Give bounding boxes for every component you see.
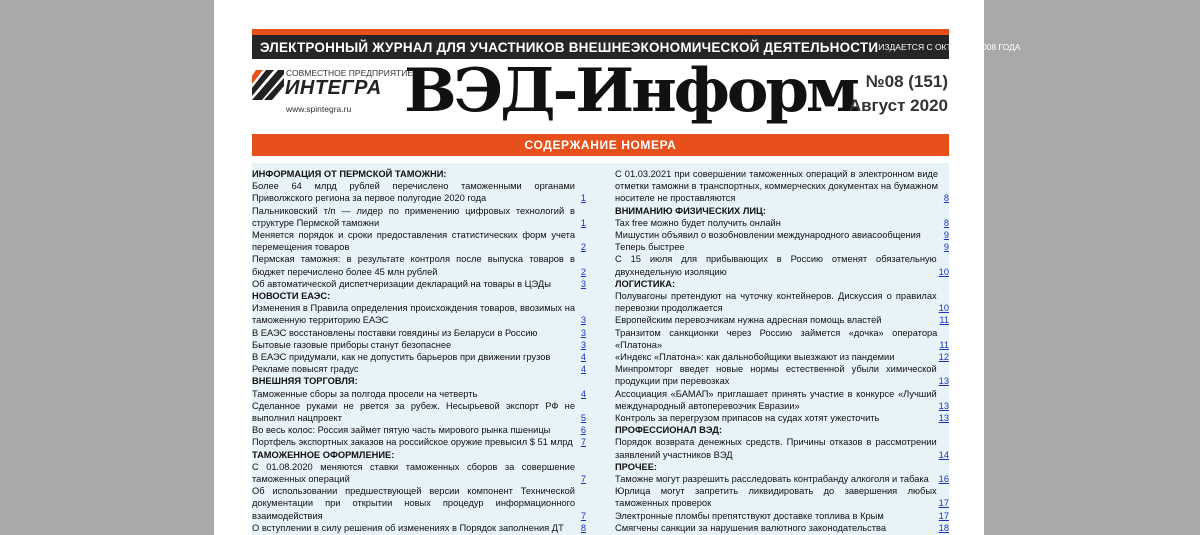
toc-entry-title: С 15 июля для прибывающих в Россию отменят обязательную двухнедельную изоляцию — [615, 254, 937, 277]
toc-entry[interactable] — [615, 229, 949, 241]
toc-page-link[interactable]: 4 — [580, 352, 586, 363]
toc-entry[interactable] — [252, 424, 586, 436]
toc-entry-title: «Индекс «Платона»: как дальнобойщики выезжают из пандемии — [615, 352, 895, 363]
toc-page-link[interactable]: 8 — [943, 217, 949, 228]
toc-entry-title: Мишустин объявил о возобновлении международного авиасообщения — [615, 230, 921, 241]
toc-entry-title: С 01.08.2020 меняются ставки таможенных сборов за совершение таможенных операций — [252, 461, 575, 485]
toc-page-link[interactable]: 13 — [938, 413, 949, 424]
toc-page-link[interactable]: 13 — [938, 376, 949, 387]
toc-page-link[interactable]: 11 — [939, 315, 949, 326]
toc-page-link[interactable]: 1 — [580, 193, 586, 204]
toc-page-link[interactable]: 8 — [580, 522, 586, 533]
toc-entry[interactable] — [252, 522, 586, 534]
integra-logo[interactable] — [252, 68, 414, 118]
toc-page-link[interactable]: 11 — [939, 339, 949, 350]
toc-page-link[interactable]: 7 — [580, 437, 586, 448]
toc-page-link[interactable]: 9 — [943, 230, 949, 241]
toc-entry-title: Об использовании предшествующей версии компонент Технической документации при открытии новых процедур информационного взаимодействия — [252, 486, 575, 521]
logo-subtitle: СОВМЕСТНОЕ ПРЕДПРИЯТИЕ — [286, 68, 414, 78]
toc-entry[interactable] — [252, 351, 586, 363]
toc-entry[interactable] — [615, 314, 949, 326]
toc-page-link[interactable]: 13 — [938, 400, 949, 411]
toc-page-link[interactable]: 3 — [580, 327, 586, 338]
toc-entry-title: Меняется порядок и сроки предоставления статистических форм учета перемещения товаров — [252, 230, 575, 253]
toc-entry[interactable] — [252, 302, 586, 326]
logo-url[interactable]: www.spintegra.ru — [286, 104, 352, 114]
toc-entry-title: Таможне могут разрешить расследовать контрабанду алкоголя и табака — [615, 474, 929, 485]
toc-page-link[interactable]: 10 — [938, 266, 949, 277]
toc-section-heading: ЛОГИСТИКА: — [615, 278, 676, 289]
toc-section-heading: ИНФОРМАЦИЯ ОТ ПЕРМСКОЙ ТАМОЖНИ: — [252, 169, 447, 179]
masthead-title: ВЭД-Информ — [404, 56, 857, 126]
toc-entry[interactable] — [252, 363, 586, 375]
toc-entry[interactable] — [252, 388, 586, 400]
toc-right-column — [615, 168, 949, 534]
toc-page-link[interactable]: 16 — [938, 474, 949, 485]
toc-entry-title: Портфель экспортных заказов на российское оружие превысил $ 51 млрд — [252, 437, 573, 448]
toc-page-link[interactable]: 17 — [938, 498, 949, 509]
toc-entry-title: Таможенные сборы за полгода просели на четверть — [252, 388, 478, 399]
toc-entry-title: Сделанное руками не рвется за рубеж. Несырьевой экспорт РФ не выполнил нацпроект — [252, 400, 575, 424]
toc-entry[interactable] — [252, 180, 586, 204]
toc-section-heading: ПРОЧЕЕ: — [615, 461, 658, 472]
toc-entry-title: Транзитом санкционки через Россию займется «дочка» оператора «Платона» — [615, 327, 938, 350]
toc-entry-title: Европейским перевозчикам нужна адресная помощь властей — [615, 315, 882, 326]
toc-section-heading: ТАМОЖЕННОЕ ОФОРМЛЕНИЕ: — [252, 449, 395, 460]
toc-page-link[interactable]: 3 — [580, 315, 586, 326]
toc-entry[interactable] — [615, 253, 949, 277]
toc-page-link[interactable]: 10 — [938, 303, 949, 314]
toc-entry[interactable] — [615, 217, 949, 229]
contents-heading — [252, 134, 949, 156]
toc-entry-title: Изменения в Правила определения происхождения товаров, ввозимых на таможенную территорию ЕАЭС — [252, 303, 575, 326]
toc-section-heading: НОВОСТИ ЕАЭС: — [252, 291, 331, 302]
contents-title: СОДЕРЖАНИЕ НОМЕРА — [524, 138, 677, 152]
toc-entry[interactable] — [615, 241, 949, 253]
toc-entry[interactable] — [252, 485, 586, 522]
toc-entry-title: Минпромторг введет новые нормы естественной убыли химической продукции при перевозках — [615, 364, 937, 387]
toc-page-link[interactable]: 18 — [938, 522, 949, 533]
toc-entry[interactable] — [615, 290, 949, 314]
toc-entry-title: Бытовые газовые приборы станут безопаснее — [252, 339, 452, 350]
toc-entry-title: Контроль за перегрузом припасов на судах хотят ужесточить — [615, 413, 880, 424]
toc-page-link[interactable]: 7 — [580, 474, 586, 485]
toc-page-link[interactable]: 12 — [938, 352, 949, 363]
toc-left-column — [252, 168, 586, 534]
toc-entry-title: Теперь быстрее — [615, 242, 685, 253]
toc-entry[interactable] — [615, 363, 949, 387]
toc-entry[interactable] — [252, 436, 586, 448]
toc-page-link[interactable]: 6 — [580, 425, 586, 436]
issue-number: №08 (151) — [865, 72, 948, 91]
toc-entry-title: Смягчены санкции за нарушения валютного законодательства — [615, 522, 887, 533]
toc-page-link[interactable]: 9 — [943, 242, 949, 253]
toc-entry[interactable] — [615, 473, 949, 485]
toc-entry-title: Рекламе повысят градус — [252, 364, 359, 375]
issue-date: Август 2020 — [848, 96, 948, 115]
toc-page-link[interactable]: 17 — [938, 510, 949, 521]
toc-entry[interactable] — [252, 205, 586, 229]
toc-entry[interactable] — [252, 253, 586, 277]
toc-entry-title: В ЕАЭС придумали, как не допустить барьеров при движении грузов — [252, 352, 551, 363]
published-since: ИЗДАЕТСЯ С ОКТЯБРЯ 2008 ГОДА — [878, 42, 1021, 52]
toc-entry-title: Пальниковский т/п — лидер по применению цифровых технологий в структуре Пермской таможни — [252, 205, 575, 228]
toc-entry-title: Более 64 млрд рублей перечислено таможенными органами Приволжского региона за первое полугодие 2020 года — [252, 181, 575, 204]
toc-entry-title: О вступлении в силу решения об изменениях в Порядок заполнения ДТ — [252, 522, 564, 533]
toc-entry[interactable] — [615, 485, 949, 509]
toc-entry[interactable] — [252, 339, 586, 351]
toc-page-link[interactable]: 4 — [580, 388, 586, 399]
toc-entry-title: С 01.03.2021 при совершении таможенных операций в электронном виде отметки таможни в транспортных, коммерческих документах на бумажном носителе не проставляются — [615, 169, 938, 204]
document-page — [214, 0, 1021, 535]
toc-entry-title: В ЕАЭС восстановлены поставки говядины из Беларуси в Россию — [252, 327, 538, 338]
toc-entry[interactable] — [615, 388, 949, 412]
toc-entry-title: Tax free можно будет получить онлайн — [615, 217, 781, 228]
toc-page-link[interactable]: 14 — [938, 449, 949, 460]
toc-entry[interactable] — [615, 436, 949, 460]
toc-section-heading: ВНЕШНЯЯ ТОРГОВЛЯ: — [252, 376, 358, 387]
toc-entry-title: Ассоциация «БАМАП» приглашает принять участие в конкурсе «Лучший международный автоперевозчик Евразии» — [615, 388, 937, 411]
toc-entry[interactable] — [615, 168, 949, 205]
toc-entry[interactable] — [252, 461, 586, 485]
table-of-contents — [252, 163, 949, 535]
toc-entry[interactable] — [615, 412, 949, 424]
toc-entry[interactable] — [252, 400, 586, 424]
logo-name: ИНТЕГРА — [285, 77, 382, 99]
toc-section-heading: ПРОФЕССИОНАЛ ВЭД: — [615, 425, 722, 436]
toc-page-link[interactable]: 1 — [580, 217, 586, 228]
toc-page-link[interactable]: 3 — [580, 339, 586, 350]
toc-entry[interactable] — [615, 522, 949, 534]
toc-entry-title: Электронные пломбы препятствуют доставке топлива в Крым — [615, 510, 884, 521]
toc-entry-title: Об автоматической диспетчеризации деклараций на товары в ЦЭДы — [252, 278, 551, 289]
toc-entry-title: Пермская таможня: в результате контроля после выпуска товаров в бюджет перечислено более 45 млн рублей — [252, 254, 575, 277]
toc-page-link[interactable]: 8 — [943, 193, 949, 204]
toc-entry[interactable] — [615, 351, 949, 363]
integra-logo-icon — [252, 70, 284, 100]
toc-entry[interactable] — [252, 229, 586, 253]
toc-entry-title: Полувагоны претендуют на чуточку контейнеров. Дискуссия о правилах перевозки продолжается — [615, 291, 937, 314]
toc-entry[interactable] — [615, 510, 949, 522]
toc-page-link[interactable]: 2 — [580, 242, 586, 253]
toc-section-heading: ВНИМАНИЮ ФИЗИЧЕСКИХ ЛИЦ: — [615, 205, 766, 216]
toc-page-link[interactable]: 3 — [580, 278, 586, 289]
toc-entry-title: Во весь колос: Россия займет пятую часть мирового рынка пшеницы — [252, 425, 551, 436]
toc-page-link[interactable]: 2 — [580, 266, 586, 277]
toc-entry[interactable] — [252, 327, 586, 339]
toc-page-link[interactable]: 5 — [580, 413, 586, 424]
journal-title: ЭЛЕКТРОННЫЙ ЖУРНАЛ ДЛЯ УЧАСТНИКОВ ВНЕШНЕЭКОНОМИЧЕСКОЙ ДЕЯТЕЛЬНОСТИ — [260, 39, 879, 55]
toc-entry-title: Юрлица могут запретить ликвидировать до завершения любых таможенных проверок — [615, 486, 937, 509]
toc-page-link[interactable]: 7 — [580, 510, 586, 521]
toc-entry[interactable] — [615, 327, 949, 351]
toc-entry[interactable] — [252, 278, 586, 290]
toc-page-link[interactable]: 4 — [580, 364, 586, 375]
toc-entry-title: Порядок возврата денежных средств. Причины отказов в рассмотрении заявлений участников ВЭД — [615, 437, 937, 460]
